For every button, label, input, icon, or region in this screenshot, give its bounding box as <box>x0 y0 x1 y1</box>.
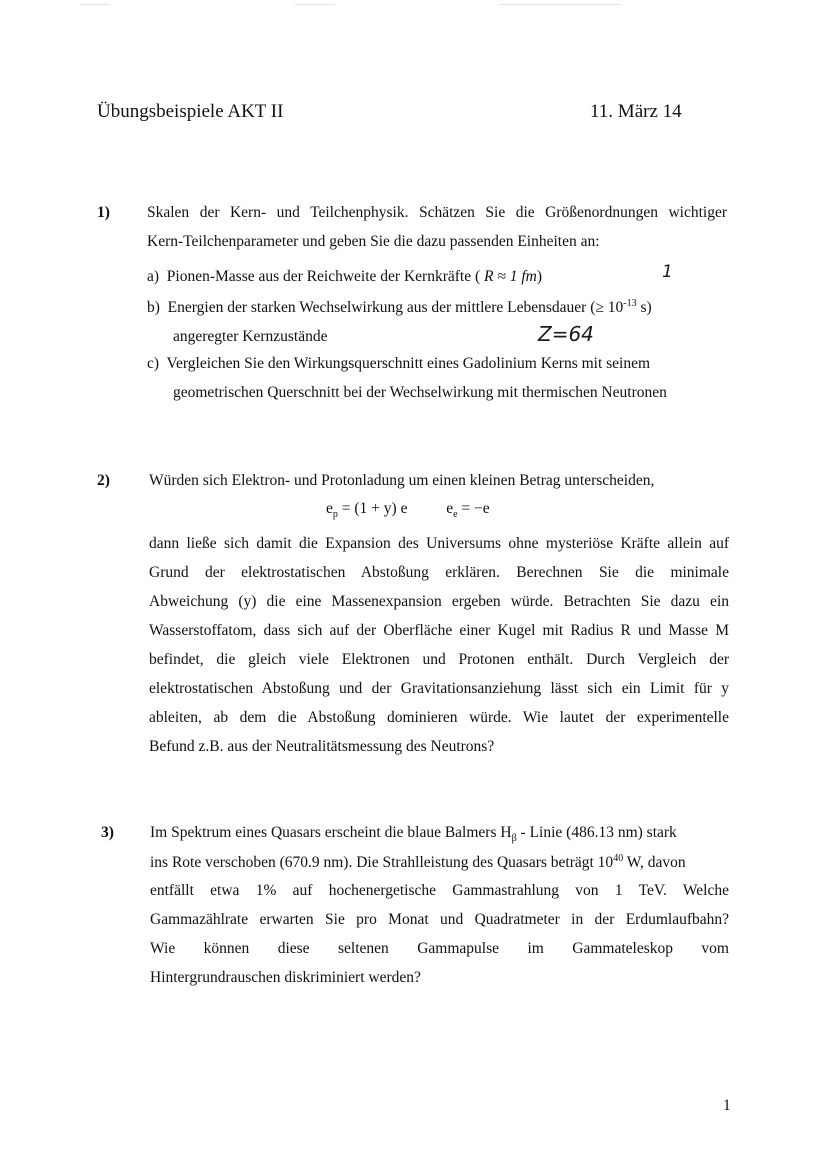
problem-1-item-b: b) Energien der starken Wechselwirkung aus der mittlere Lebensdauer (≥ $10^{-13}$ s) <box>147 298 652 317</box>
problem-2-text: Befund z.B. aus der Neutralitätsmessung des Neutrons? <box>149 738 495 755</box>
problem-3-text: Wie können diese seltenen Gammapulse im Gammateleskop vom <box>150 940 729 957</box>
problem-2-text: Abweichung (y) die eine Massenexpansion ergeben würde. Betrachten Sie dazu ein <box>149 593 729 610</box>
problem-1-number: 1) <box>97 204 110 221</box>
problem-2-text: Grund der elektrostatischen Abstoßung erklären. Berechnen Sie die minimale <box>149 564 729 581</box>
problem-2-text: elektrostatischen Abstoßung und der Gravitationsanziehung lässt sich ein Limit für y <box>149 680 729 697</box>
scan-artifact <box>80 4 110 5</box>
handwritten-annotation: 1 <box>662 262 673 282</box>
problem-2-text: befindet, die gleich viele Elektronen und Protonen enthält. Durch Vergleich der <box>149 651 729 668</box>
page-number: 1 <box>723 1097 731 1114</box>
problem-2-text: ableiten, ab dem die Abstoßung dominieren würde. Wie lautet der experimentelle <box>149 709 729 726</box>
problem-1-item-a: a) Pionen-Masse aus der Reichweite der Kernkräfte ( R ≈ 1 fm) <box>147 268 543 285</box>
problem-1-item-c: geometrischen Querschnitt bei der Wechselwirkung mit thermischen Neutronen <box>173 384 667 401</box>
problem-2-text: Würden sich Elektron- und Protonladung um einen kleinen Betrag unterscheiden, <box>149 472 655 489</box>
problem-3-number: 3) <box>101 824 114 841</box>
problem-3-text: entfällt etwa 1% auf hochenergetische Gammastrahlung von 1 TeV. Welche <box>150 882 729 899</box>
scan-artifact <box>500 4 620 5</box>
document-title: Übungsbeispiele AKT II <box>97 101 284 122</box>
problem-3-text: Gammazählrate erwarten Sie pro Monat und Quadratmeter in der Erdumlaufbahn? <box>150 911 729 928</box>
handwritten-annotation: Z=64 <box>538 322 594 346</box>
problem-1-text: Skalen der Kern- und Teilchenphysik. Schätzen Sie die Größenordnungen wichtiger <box>147 204 727 221</box>
problem-2-text: Wasserstoffatom, dass sich auf der Oberfläche einer Kugel mit Radius R und Masse M <box>149 622 729 639</box>
problem-2-text: dann ließe sich damit die Expansion des Universums ohne mysteriöse Kräfte allein auf <box>149 535 729 552</box>
problem-3-text: ins Rote verschoben (670.9 nm). Die Strahlleistung des Quasars beträgt $10^{40}$ W, davon <box>150 853 686 872</box>
problem-1-item-b: angeregter Kernzustände <box>173 328 328 345</box>
document-date: 11. März 14 <box>590 101 682 122</box>
problem-2-equation: $e_p = (1 + y)$ e $e_e = -e$ <box>326 500 490 521</box>
problem-2-number: 2) <box>97 472 110 489</box>
problem-1-item-c: c) Vergleichen Sie den Wirkungsquerschnitt eines Gadolinium Kerns mit seinem <box>147 355 651 372</box>
problem-1-text: Kern-Teilchenparameter und geben Sie die dazu passenden Einheiten an: <box>147 233 600 250</box>
problem-3-text: Im Spektrum eines Quasars erscheint die blaue Balmers $H_\beta$ - Linie (486.13 nm) stark <box>150 824 677 845</box>
scan-artifact <box>295 4 335 5</box>
problem-3-text: Hintergrundrauschen diskriminiert werden? <box>150 969 421 986</box>
